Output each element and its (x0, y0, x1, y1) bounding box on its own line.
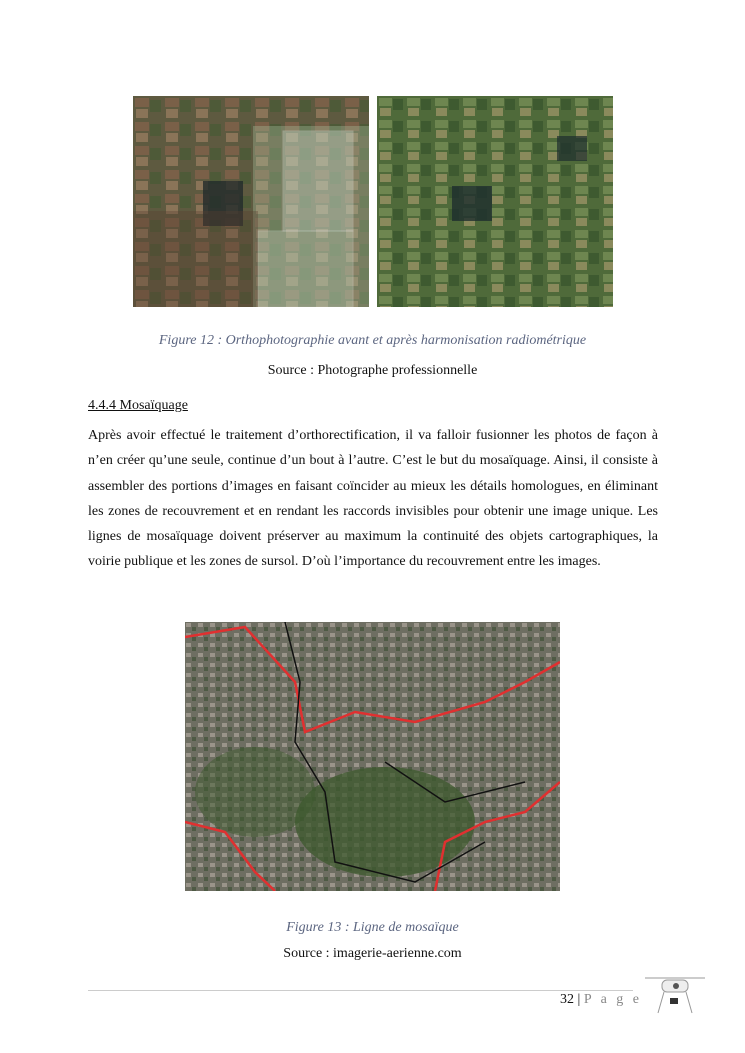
page-separator: | (577, 992, 581, 1007)
page-number (560, 992, 642, 1008)
figure-13-caption: Figure 13 : Ligne de mosaïque (286, 920, 459, 935)
drone-logo-icon (640, 968, 710, 1020)
figure-13-source: Source : imagerie-aerienne.com (283, 946, 462, 961)
figure-12-caption: Figure 12 : Orthophotographie avant et après harmonisation radiométrique (158, 333, 587, 348)
page-label: P a g e (583, 992, 643, 1007)
page-number-value: 32 (560, 992, 574, 1007)
mosaic-line-image (185, 622, 560, 891)
footer-divider (88, 990, 633, 991)
orthophoto-after-image (377, 96, 613, 307)
section-heading: 4.4.4 Mosaïquage (88, 398, 188, 413)
orthophoto-before-image (133, 96, 369, 307)
figure-12-source: Source : Photographe professionnelle (267, 363, 478, 378)
section-paragraph: Après avoir effectué le traitement d’orthorectification, il va falloir fusionner les photos de façon à n’en créer qu’une seule, continue d’un bout à l’autre. C’est le but du mosaïquage. Ainsi, il consiste à assembler des portions d’images en faisant coïncider au mieux les détails homologues, en éliminant les zones de recouvrement et en rendant les raccords invisibles pour obtenir une image unique. Les lignes de mosaïquage doivent préserver au maximum la continuité des objets cartographiques, la voirie publique et les zones de sursol. D’où l’importance du recouvrement entre les images. (88, 428, 658, 570)
